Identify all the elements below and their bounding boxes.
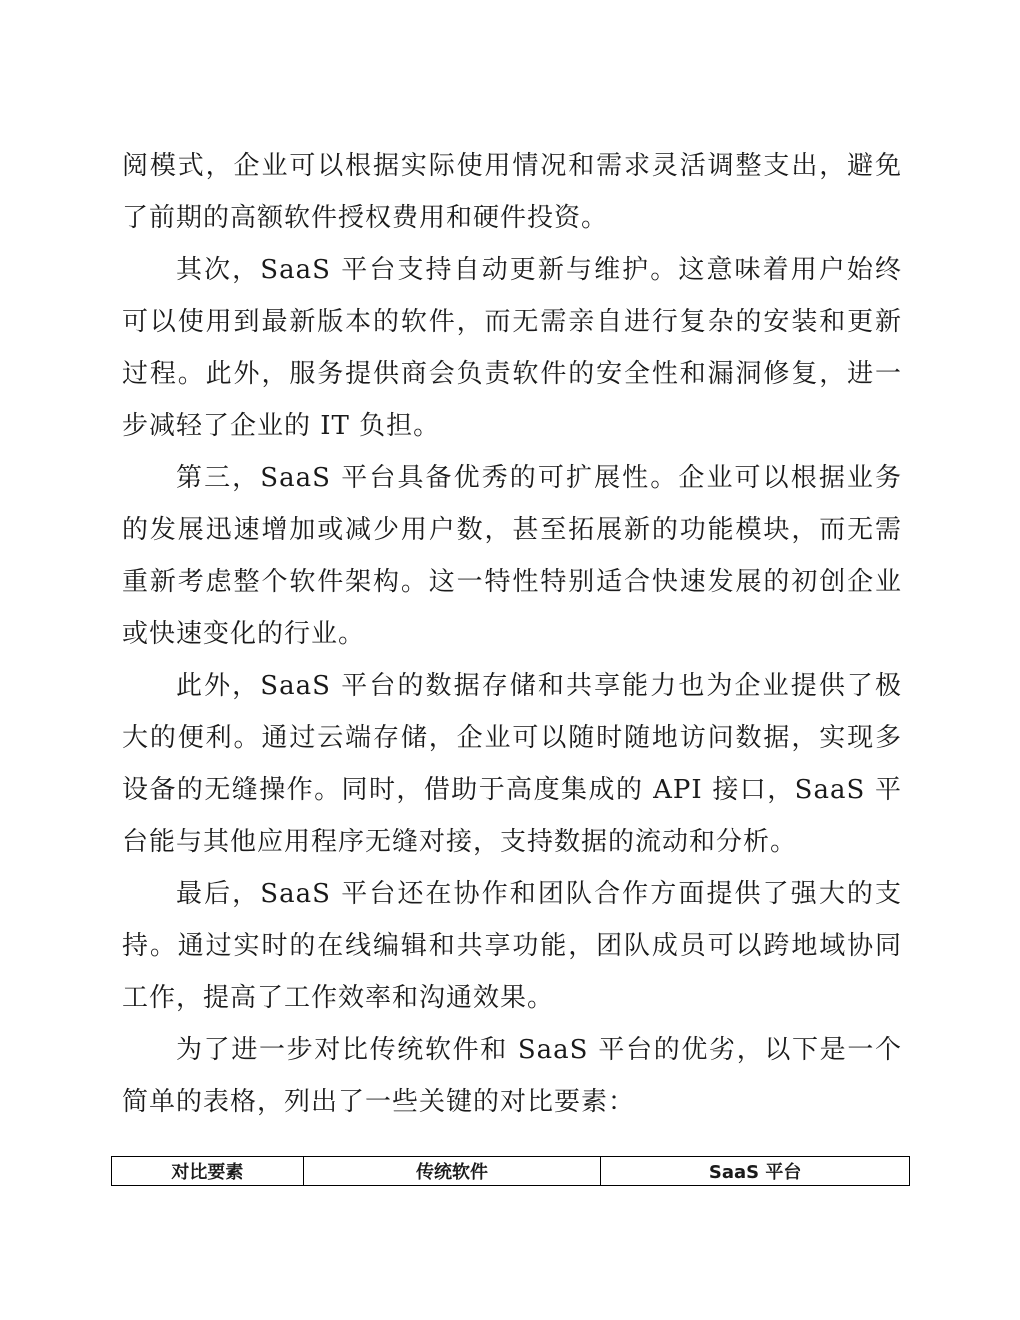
table-header-row [112,1157,910,1186]
paragraph-table-intro: 为了进一步对比传统软件和 SaaS 平台的优劣，以下是一个简单的表格，列出了一些关键的对比要素： [122,1035,902,1117]
paragraph-scalability: 第三，SaaS 平台具备优秀的可扩展性。企业可以根据业务的发展迅速增加或减少用户数，甚至拓展新的功能模块，而无需重新考虑整个软件架构。这一特性特别适合快速发展的初创企业或快速变化的行业。 [122,463,902,649]
comparison-table [111,1156,910,1186]
paragraph-data-storage: 此外，SaaS 平台的数据存储和共享能力也为企业提供了极大的便利。通过云端存储，企业可以随时随地访问数据，实现多设备的无缝操作。同时，借助于高度集成的 API 接口，SaaS 平台能与其他应用程序无缝对接，支持数据的流动和分析。 [122,671,902,857]
paragraph-auto-update: 其次，SaaS 平台支持自动更新与维护。这意味着用户始终可以使用到最新版本的软件，而无需亲自进行复杂的安装和更新过程。此外，服务提供商会负责软件的安全性和漏洞修复，进一步减轻了企业的 IT 负担。 [122,255,902,441]
header-cell-saas: SaaS 平台 [601,1157,910,1186]
header-cell-factor: 对比要素 [112,1157,304,1186]
paragraph-continuation: 阅模式，企业可以根据实际使用情况和需求灵活调整支出，避免了前期的高额软件授权费用和硬件投资。 [122,151,902,233]
paragraph-collaboration: 最后，SaaS 平台还在协作和团队合作方面提供了强大的支持。通过实时的在线编辑和共享功能，团队成员可以跨地域协同工作，提高了工作效率和沟通效果。 [122,879,902,1013]
header-cell-traditional: 传统软件 [303,1157,601,1186]
